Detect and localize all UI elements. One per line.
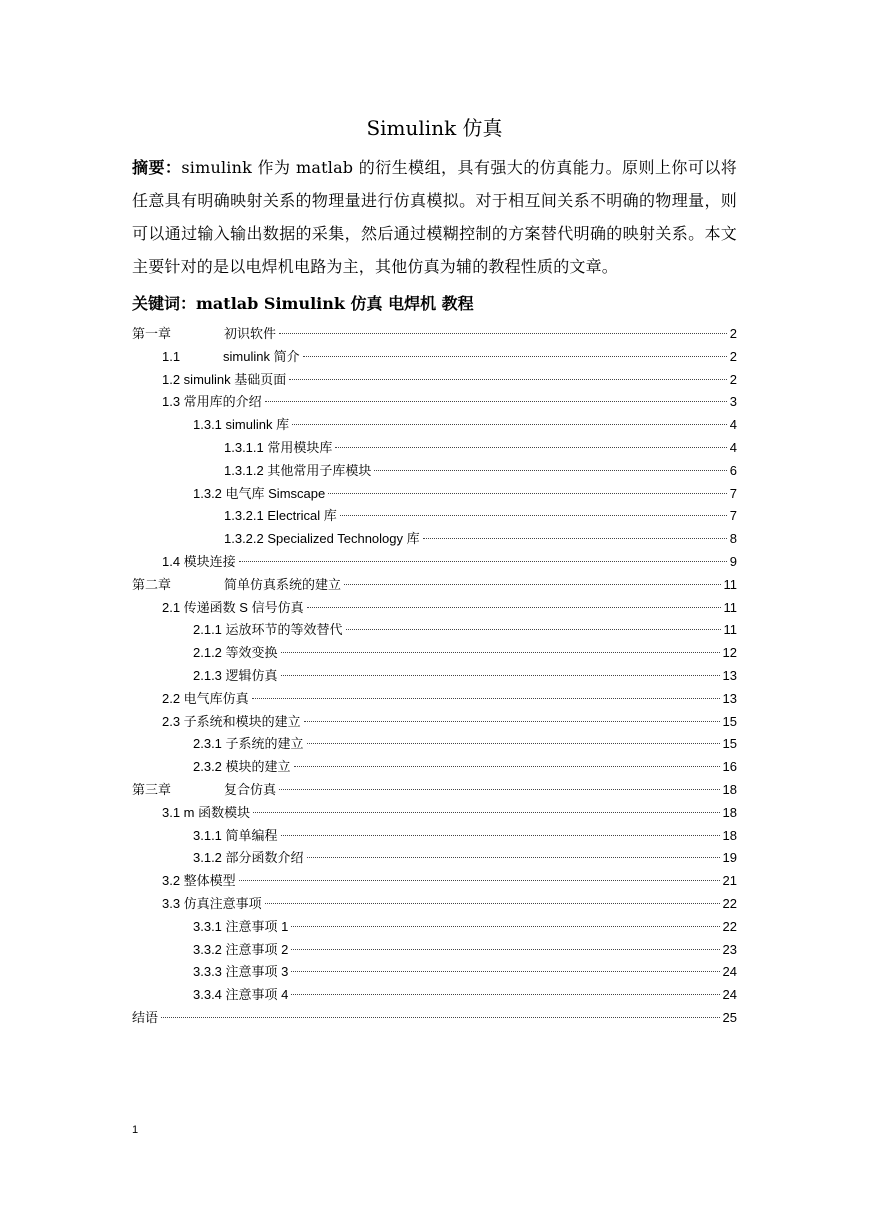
toc-entry-title: 3.2 整体模型 [162, 873, 236, 889]
toc-entry-title: 1.3.2.2 Specialized Technology 库 [224, 531, 420, 547]
toc-leader-dots [291, 926, 719, 927]
toc-page-number: 25 [722, 1009, 737, 1025]
toc-entry[interactable] [132, 688, 737, 711]
toc-entry[interactable] [132, 551, 737, 574]
toc-chapter-number: 第二章 [132, 576, 172, 592]
toc-leader-dots [304, 721, 720, 722]
toc-leader-dots [265, 401, 727, 402]
toc-entry[interactable] [132, 346, 737, 369]
toc-page-number: 11 [723, 576, 737, 592]
toc-entry-title: 2.1.1 运放环节的等效替代 [193, 622, 343, 638]
toc-leader-dots [307, 607, 721, 608]
toc-entry[interactable] [132, 733, 737, 756]
toc-entry[interactable] [132, 893, 737, 916]
toc-page-number: 24 [722, 964, 737, 980]
toc-leader-dots [239, 880, 720, 881]
toc-entry-title: 1.3.1.1 常用模块库 [224, 439, 333, 455]
toc-entry[interactable] [132, 779, 737, 802]
toc-leader-dots [340, 515, 727, 516]
toc-page-number: 23 [722, 941, 737, 957]
toc-leader-dots [281, 652, 720, 653]
toc-page-number: 9 [729, 553, 737, 569]
toc-entry-title: 3.1.1 简单编程 [193, 827, 278, 843]
toc-entry-title: 1.3.1 simulink 库 [193, 417, 290, 433]
toc-entry-title: 3.1 m 函数模块 [162, 804, 251, 820]
toc-entry[interactable] [132, 323, 737, 346]
toc-page-number: 2 [729, 326, 737, 341]
toc-leader-dots [346, 629, 721, 630]
toc-entry-title: 1.3.2.1 Electrical 库 [224, 508, 337, 524]
toc-page-number: 18 [722, 781, 737, 797]
toc-entry[interactable] [132, 825, 737, 848]
page-number: 1 [132, 1124, 139, 1136]
toc-page-number: 7 [729, 485, 737, 501]
toc-entry-title: 3.3.2 注意事项 2 [193, 941, 289, 957]
toc-page-number: 2 [729, 348, 737, 364]
toc-page-number: 18 [722, 804, 737, 820]
toc-entry-title: 2.3.1 子系统的建立 [193, 736, 304, 752]
toc-page-number: 3 [729, 394, 737, 410]
toc-leader-dots [291, 994, 719, 995]
toc-leader-dots [294, 766, 720, 767]
toc-entry[interactable] [132, 574, 737, 597]
toc-entry-title: 结语 [132, 1009, 159, 1025]
toc-page-number: 24 [722, 987, 737, 1003]
toc-page-number: 22 [722, 895, 737, 911]
toc-entry-title: 2.1 传递函数 S 信号仿真 [162, 599, 304, 615]
toc-leader-dots [281, 835, 720, 836]
toc-entry[interactable] [132, 619, 737, 642]
toc-entry[interactable] [132, 939, 737, 962]
toc-entry[interactable] [132, 642, 737, 665]
toc-entry[interactable] [132, 1007, 737, 1030]
toc-page-number: 15 [722, 713, 737, 729]
toc-page-number: 11 [723, 622, 737, 638]
toc-entry-title: 2.3 子系统和模块的建立 [162, 713, 301, 729]
toc-leader-dots [291, 949, 719, 950]
table-of-contents [132, 323, 737, 1030]
toc-entry-title: 2.1.3 逻辑仿真 [193, 667, 278, 683]
toc-page-number: 4 [729, 439, 737, 455]
toc-entry[interactable] [132, 437, 737, 460]
toc-leader-dots [279, 333, 727, 334]
toc-leader-dots [335, 447, 726, 448]
toc-entry-title: 1.3.2 电气库 Simscape [193, 485, 326, 501]
toc-entry[interactable] [132, 665, 737, 688]
toc-page-number: 18 [722, 827, 737, 843]
toc-entry-title: 初识软件 [224, 326, 277, 341]
toc-entry-title: 3.3.1 注意事项 1 [193, 918, 289, 934]
toc-page-number: 13 [722, 690, 737, 706]
toc-page-number: 11 [723, 599, 737, 615]
toc-leader-dots [289, 379, 727, 380]
toc-entry[interactable] [132, 756, 737, 779]
toc-entry[interactable] [132, 802, 737, 825]
toc-entry-title: 1.2 simulink 基础页面 [162, 371, 287, 387]
toc-page-number: 19 [722, 850, 737, 866]
toc-leader-dots [291, 971, 719, 972]
toc-entry[interactable] [132, 916, 737, 939]
abstract-paragraph [132, 151, 737, 283]
toc-page-number: 16 [722, 759, 737, 775]
toc-leader-dots [252, 698, 720, 699]
abstract-text: simulink 作为 matlab 的衍生模组，具有强大的仿真能力。原则上你可以将任意具有明确映射关系的物理量进行仿真模拟。对于相互间关系不明确的物理量，则可以通过输入输出数据的采集，然后通过模糊控制的方案替代明确的映射关系。本文主要针对的是以电焊机电路为主，其他仿真为辅的教程性质的文章。 [132, 158, 737, 276]
toc-leader-dots [281, 675, 720, 676]
toc-entry-title: simulink 简介 [223, 348, 300, 364]
toc-leader-dots [374, 470, 726, 471]
toc-page-number: 13 [722, 667, 737, 683]
toc-chapter-number: 第一章 [132, 326, 172, 341]
toc-leader-dots [423, 538, 727, 539]
toc-page-number: 12 [722, 645, 737, 661]
toc-entry[interactable] [132, 961, 737, 984]
toc-page-number: 2 [729, 371, 737, 387]
toc-entry[interactable] [132, 460, 737, 483]
toc-leader-dots [239, 561, 727, 562]
toc-entry[interactable] [132, 711, 737, 734]
toc-section-number: 1.1 [162, 348, 181, 364]
toc-page-number: 8 [729, 531, 737, 547]
abstract-label: 摘要： [132, 158, 182, 177]
toc-entry-title: 3.3.3 注意事项 3 [193, 964, 289, 980]
toc-page-number: 22 [722, 918, 737, 934]
toc-entry-title: 3.1.2 部分函数介绍 [193, 850, 304, 866]
toc-leader-dots [328, 493, 727, 494]
toc-entry-title: 1.3.1.2 其他常用子库模块 [224, 462, 372, 478]
toc-entry-title: 简单仿真系统的建立 [224, 576, 342, 592]
toc-page-number: 4 [729, 417, 737, 433]
document-title: Simulink 仿真 [366, 116, 503, 140]
toc-leader-dots [307, 857, 720, 858]
toc-chapter-number: 第三章 [132, 781, 172, 797]
toc-entry[interactable] [132, 391, 737, 414]
toc-leader-dots [161, 1017, 720, 1018]
toc-entry-title: 1.4 模块连接 [162, 553, 236, 569]
toc-page-number: 15 [722, 736, 737, 752]
toc-entry[interactable] [132, 870, 737, 893]
toc-leader-dots [253, 812, 719, 813]
toc-page-number: 6 [729, 462, 737, 478]
toc-entry-title: 2.2 电气库仿真 [162, 690, 249, 706]
toc-entry-title: 3.3 仿真注意事项 [162, 895, 262, 911]
toc-leader-dots [344, 584, 720, 585]
toc-entry[interactable] [132, 414, 737, 437]
toc-leader-dots [292, 424, 727, 425]
toc-entry-title: 2.1.2 等效变换 [193, 645, 278, 661]
toc-entry[interactable] [132, 984, 737, 1007]
toc-entry[interactable] [132, 369, 737, 392]
toc-entry[interactable] [132, 483, 737, 506]
toc-entry-title: 复合仿真 [224, 781, 277, 797]
toc-leader-dots [279, 789, 720, 790]
toc-entry-title: 3.3.4 注意事项 4 [193, 987, 289, 1003]
toc-entry[interactable] [132, 528, 737, 551]
toc-entry[interactable] [132, 505, 737, 528]
toc-leader-dots [307, 743, 720, 744]
toc-entry-title: 1.3 常用库的介绍 [162, 394, 262, 410]
toc-entry-title: 2.3.2 模块的建立 [193, 759, 291, 775]
toc-leader-dots [303, 356, 727, 357]
toc-entry[interactable] [132, 847, 737, 870]
toc-entry[interactable] [132, 597, 737, 620]
keywords-line: 关键词：matlab Simulink 仿真 电焊机 教程 [132, 294, 474, 313]
toc-page-number: 7 [729, 508, 737, 524]
toc-leader-dots [265, 903, 720, 904]
toc-page-number: 21 [722, 873, 737, 889]
